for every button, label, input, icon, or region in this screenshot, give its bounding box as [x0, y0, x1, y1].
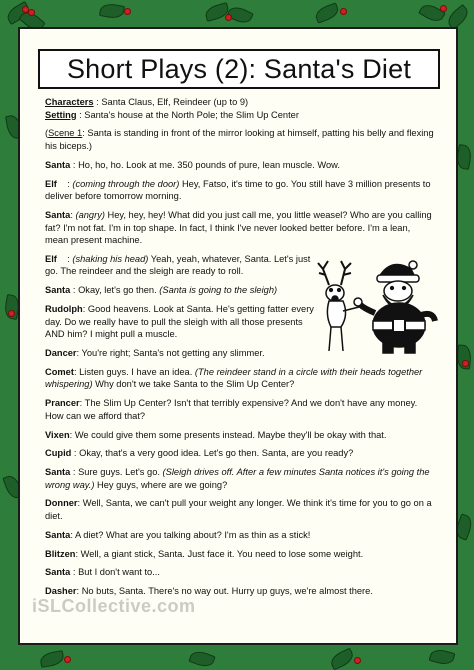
speaker-name: Rudolph [45, 304, 83, 315]
dialogue-line: Blitzen: Well, a giant stick, Santa. Just face it. You need to lose some weight. [45, 548, 364, 559]
stage-direction: (shaking his head) [72, 253, 149, 264]
speaker-name: Elf [45, 178, 57, 189]
dialogue-line: Elf : (coming through the door) Hey, Fatso, it's time to go. You still have 3 million presents to deliver before tomorrow morning. [45, 178, 431, 202]
speaker-name: Santa [45, 209, 71, 220]
speaker-name: Vixen [45, 429, 70, 440]
dialogue-line: Comet: Listen guys. I have an idea. (The reindeer stand in a circle with their heads together whispering) Why don't we take Santa to the Slim Up Center? [45, 366, 423, 390]
dialogue-line: Prancer: The Slim Up Center? Isn't that terribly expensive? And we don't have any money. How can we afford that? [45, 398, 418, 421]
dialogue-line: Santa : Okay, let's go then. (Santa is going to the sleigh) [45, 285, 278, 296]
dialogue-line: Cupid : Okay, that's a very good idea. Let's go then. Santa, are you ready? [45, 448, 354, 459]
characters-line [45, 96, 435, 109]
speaker-name: Elf [45, 253, 57, 264]
reindeer-body [326, 285, 359, 351]
speaker-name: Blitzen [45, 548, 76, 559]
stage-direction: (Santa is going to the sleigh) [159, 285, 278, 296]
dialogue-line: Santa : But I don't want to... [45, 567, 160, 578]
speaker-name: Santa [45, 567, 71, 578]
speaker-name: Prancer [45, 398, 80, 409]
santa-icon [354, 261, 435, 353]
page-title: Short Plays (2): Santa's Diet [38, 49, 440, 89]
speaker-name: Santa [45, 529, 71, 540]
dialogue-line: Vixen: We could give them some presents instead. Maybe they'll be okay with that. [45, 429, 387, 440]
dialogue-line: Santa: (angry) Hey, hey, hey! What did you just call me, you little weasel? Who are you calling fat? I'm not fat. I'm in top shape. In fact, I think I've never looked better before. I'm a lean, mean present machine. [45, 209, 432, 246]
dialogue-line: Santa : Sure guys. Let's go. (Sleigh drives off. After a few minutes Santa notices it's going the wrong way.) Hey guys, where are we going? [45, 467, 430, 490]
setting-label: Setting [45, 109, 77, 120]
speaker-name: Santa [45, 467, 71, 478]
scene-label: Scene 1 [48, 128, 83, 139]
stage-direction: (The reindeer stand in a circle with their heads together whispering) [45, 366, 423, 390]
speaker-name: Dancer [45, 348, 77, 358]
santa-reindeer-illustration [315, 255, 440, 355]
stage-direction: (angry) [75, 209, 105, 220]
speaker-name: Santa [45, 285, 71, 296]
dialogue-line: Santa : Ho, ho, ho. Look at me. 350 pounds of pure, lean muscle. Wow. [45, 159, 340, 170]
dialogue-line: Donner: Well, Santa, we can't pull your weight any longer. We think it's time for you to go on a diet. [45, 498, 432, 522]
speaker-name: Dasher [45, 586, 77, 597]
speaker-name: Donner [45, 498, 78, 509]
speaker-name: Santa [45, 159, 71, 170]
characters-label: Characters [45, 97, 94, 107]
reindeer-icon [318, 261, 351, 285]
speaker-name: Comet [45, 366, 74, 377]
speaker-name: Cupid [45, 448, 72, 459]
stage-direction: (coming through the door) [72, 178, 180, 189]
setting-line [45, 109, 435, 122]
stage-direction: (Sleigh drives off. After a few minutes Santa notices it's going the wrong way.) [45, 467, 430, 490]
characters-value: : Santa Claus, Elf, Reindeer (up to 9) [93, 97, 249, 107]
dialogue-line: Rudolph: Good heavens. Look at Santa. He's getting fatter every day. Do we really have to pull the sleigh with all those presents AND him? I might pull a muscle. [45, 304, 314, 340]
scene-text: : Santa is standing in front of the mirror looking at himself, patting his belly and flexing his biceps.) [45, 128, 434, 151]
dialogue-line: Santa: A diet? What are you talking about? I'm as thin as a stick! [45, 529, 311, 540]
scene-direction: (Scene 1: Santa is standing in front of the mirror looking at himself, patting his belly and flexing his biceps.) [45, 128, 434, 151]
dialogue-line: Dasher: No buts, Santa. There's no way out. Hurry up guys, we're almost there. [45, 586, 373, 597]
dialogue-line: Elf : (shaking his head) Yeah, yeah, whatever, Santa. Let's just go. The reindeer and the sleigh are ready to roll. [45, 253, 311, 277]
watermark: iSLCollective.com [32, 596, 196, 616]
dialogue-line: Dancer: You're right; Santa's not getting any slimmer. [45, 348, 265, 358]
setting-value: : Santa's house at the North Pole; the Slim Up Center [76, 109, 299, 120]
